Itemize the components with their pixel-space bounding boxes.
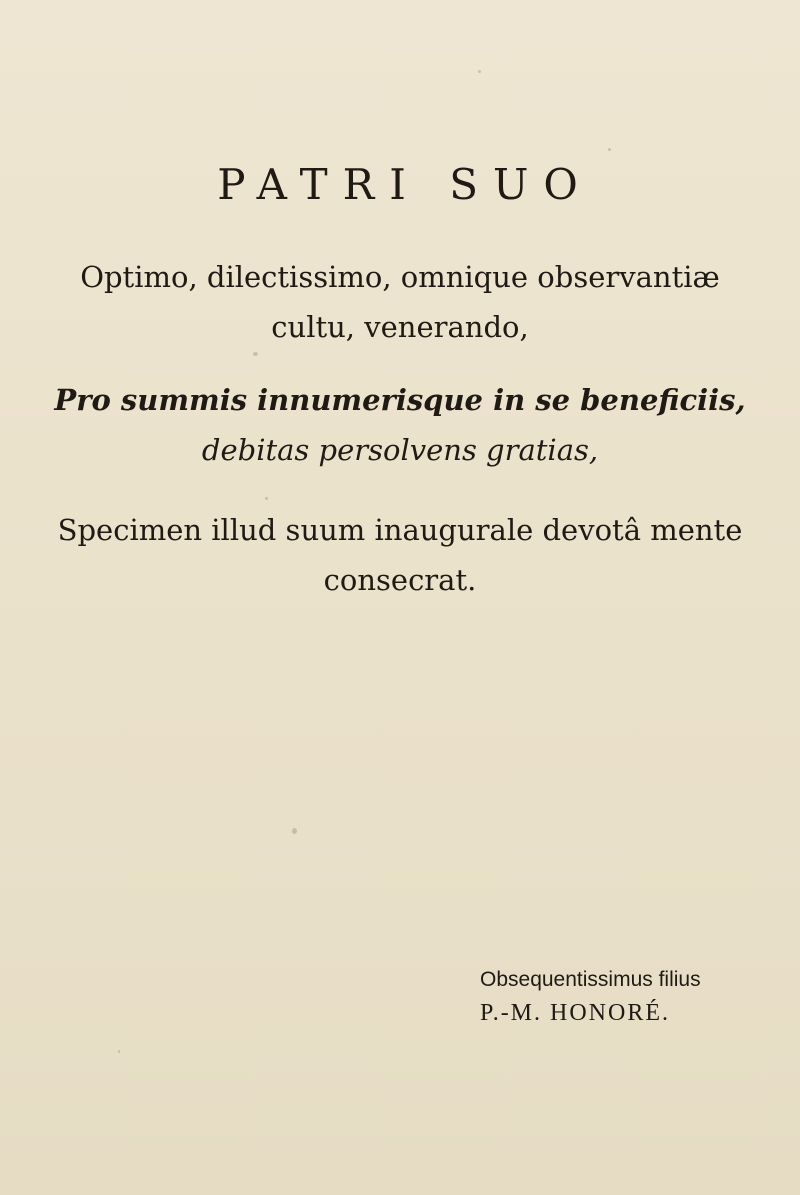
paper-speck [265,497,268,500]
signature-block [480,965,740,1031]
paragraph-3-line-2: consecrat. [323,563,477,597]
dedication-paragraph-2 [0,375,800,475]
paragraph-2-line-2: debitas persolvens gratias, [201,433,599,467]
paper-speck [608,148,611,151]
paragraph-1-line-2: cultu, venerando, [271,310,529,344]
paper-speck [118,1050,120,1053]
dedication-heading: PATRI SUO [217,160,593,209]
paper-speck [478,70,481,73]
dedication-paragraph-3 [0,505,800,605]
paragraph-3-line-1: Specimen illud suum inaugurale devotâ mente [57,513,743,547]
paragraph-1-line-1: Optimo, dilectissimo, omnique observantiæ [80,260,720,294]
paragraph-2-line-1: Pro summis innumerisque in se beneficiis, [54,383,746,417]
dedication-paragraph-1 [0,252,800,352]
paper-speck [253,352,258,356]
signature-name: P.-M. HONORÉ. [480,1000,671,1026]
signature-line-1: Obsequentissimus filius [480,968,701,991]
paper-speck [292,828,297,834]
